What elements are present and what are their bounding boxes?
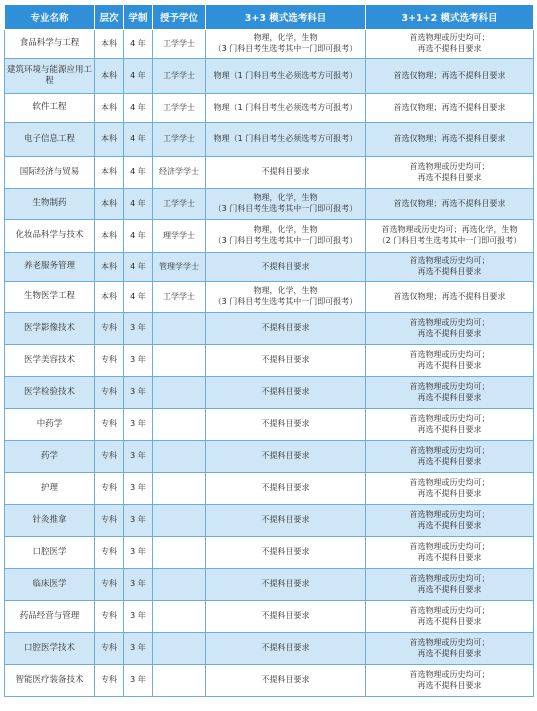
subject-requirement-line: 不提科目要求: [261, 419, 310, 429]
cell-degree: 工学学士: [153, 94, 206, 123]
cell-degree: [153, 377, 206, 409]
cell-3plus1plus2-subjects: [366, 94, 534, 123]
cell-major-name: 口腔医学技术: [5, 633, 95, 665]
cell-3plus3-subjects: [206, 59, 366, 94]
cell-degree: [153, 345, 206, 377]
subject-requirement-line: 不提科目要求: [261, 167, 310, 177]
subject-requirement-line: 不提科目要求: [261, 515, 310, 525]
subject-requirement-line: 再选不提科目要求: [417, 456, 482, 466]
table-row: [5, 313, 534, 345]
table-body: [5, 30, 534, 697]
cell-3plus3-subjects: [206, 282, 366, 313]
table-row: [5, 189, 534, 220]
table-row: [5, 537, 534, 569]
subject-requirement-line: 首选物理或历史均可；: [409, 413, 490, 423]
subject-requirement-line: 不提科目要求: [261, 483, 310, 493]
cell-3plus3-subjects: [206, 253, 366, 282]
table-row: [5, 345, 534, 377]
subject-requirement-line: 不提科目要求: [261, 451, 310, 461]
subject-requirement-line: 不提科目要求: [261, 547, 310, 557]
table-header-row: [5, 5, 534, 30]
table-row: [5, 633, 534, 665]
subject-requirement-line: 物理，化学，生物: [253, 33, 318, 43]
cell-level: 专科: [95, 505, 124, 537]
cell-3plus1plus2-subjects: [366, 157, 534, 189]
cell-degree: 工学学士: [153, 123, 206, 157]
cell-level: 专科: [95, 665, 124, 697]
cell-major-name: 化妆品科学与技术: [5, 220, 95, 253]
table-row: [5, 441, 534, 473]
cell-3plus1plus2-subjects: [366, 537, 534, 569]
cell-duration: 4 年: [124, 157, 153, 189]
table-row: [5, 409, 534, 441]
subject-requirement-line: （3 门科目考生选考其中一门即可报考）: [213, 204, 358, 213]
subject-requirement-line: 首选物理或历史均可；: [409, 541, 490, 551]
table-row: [5, 253, 534, 282]
subject-requirement-line: 再选不提科目要求: [417, 616, 482, 626]
subject-requirement-line: 首选物理或历史均可；再选化学，生物: [381, 225, 518, 235]
cell-duration: 4 年: [124, 282, 153, 313]
cell-3plus1plus2-subjects: [366, 505, 534, 537]
subject-requirement-line: 再选不提科目要求: [417, 360, 482, 370]
subject-requirement-line: 物理，化学，生物: [253, 286, 318, 296]
subject-requirement-line: 再选不提科目要求: [417, 488, 482, 498]
subject-requirement-line: 首选物理或历史均可；: [409, 161, 490, 171]
subject-requirement-line: 首选物理或历史均可；: [409, 669, 490, 679]
subject-requirement-line: （2 门科目考生选考其中一门即可报考）: [377, 236, 522, 245]
cell-level: 专科: [95, 569, 124, 601]
cell-3plus3-subjects: [206, 505, 366, 537]
cell-major-name: 口腔医学: [5, 537, 95, 569]
cell-duration: 3 年: [124, 377, 153, 409]
cell-3plus3-subjects: [206, 189, 366, 220]
cell-3plus1plus2-subjects: [366, 189, 534, 220]
cell-major-name: 智能医疗装备技术: [5, 665, 95, 697]
cell-3plus3-subjects: [206, 473, 366, 505]
cell-duration: 3 年: [124, 345, 153, 377]
cell-level: 专科: [95, 409, 124, 441]
header-3plus3-subjects: 3+3 模式选考科目: [206, 5, 366, 30]
cell-duration: 3 年: [124, 313, 153, 345]
cell-degree: [153, 473, 206, 505]
cell-3plus3-subjects: [206, 569, 366, 601]
header-3plus1plus2-subjects: 3+1+2 模式选考科目: [366, 5, 534, 30]
subject-requirement-line: 再选不提科目要求: [417, 680, 482, 690]
table-row: [5, 157, 534, 189]
cell-degree: 工学学士: [153, 189, 206, 220]
subject-requirement-line: 首选物理或历史均可；: [409, 637, 490, 647]
subject-requirement-line: 再选不提科目要求: [417, 392, 482, 402]
cell-level: 本科: [95, 123, 124, 157]
table-row: [5, 123, 534, 157]
cell-3plus1plus2-subjects: [366, 441, 534, 473]
cell-degree: [153, 665, 206, 697]
header-duration: 学制: [124, 5, 153, 30]
cell-level: 本科: [95, 253, 124, 282]
table-row: [5, 220, 534, 253]
subject-requirement-line: 再选不提科目要求: [417, 648, 482, 658]
table-row: [5, 59, 534, 94]
subject-requirement-line: （3 门科目考生选考其中一门即可报考）: [213, 44, 358, 53]
header-level: 层次: [95, 5, 124, 30]
cell-3plus3-subjects: [206, 94, 366, 123]
cell-duration: 3 年: [124, 473, 153, 505]
subject-requirement-line: 首选仅物理；再选不提科目要求: [393, 198, 506, 208]
majors-table-container: [4, 4, 533, 697]
cell-level: 本科: [95, 189, 124, 220]
subject-requirement-line: 首选物理或历史均可；: [409, 256, 490, 266]
cell-degree: 管理学学士: [153, 253, 206, 282]
cell-major-name: 中药学: [5, 409, 95, 441]
subject-requirement-line: （3 门科目考生选考其中一门即可报考）: [213, 297, 358, 306]
cell-major-name: 药品经营与管理: [5, 601, 95, 633]
cell-major-name: 电子信息工程: [5, 123, 95, 157]
cell-3plus3-subjects: [206, 313, 366, 345]
cell-degree: [153, 569, 206, 601]
cell-level: 本科: [95, 59, 124, 94]
cell-3plus1plus2-subjects: [366, 313, 534, 345]
table-row: [5, 601, 534, 633]
cell-3plus1plus2-subjects: [366, 123, 534, 157]
cell-3plus1plus2-subjects: [366, 59, 534, 94]
cell-degree: [153, 313, 206, 345]
cell-level: 本科: [95, 157, 124, 189]
cell-duration: 3 年: [124, 537, 153, 569]
subject-requirement-line: 再选不提科目要求: [417, 520, 482, 530]
table-row: [5, 569, 534, 601]
cell-3plus3-subjects: [206, 441, 366, 473]
cell-3plus3-subjects: [206, 30, 366, 59]
subject-requirement-line: 首选仅物理；再选不提科目要求: [393, 70, 506, 80]
cell-level: 专科: [95, 441, 124, 473]
cell-duration: 4 年: [124, 189, 153, 220]
subject-requirement-line: 首选仅物理；再选不提科目要求: [393, 102, 506, 112]
subject-requirement-line: 首选物理或历史均可；: [409, 317, 490, 327]
cell-3plus1plus2-subjects: [366, 601, 534, 633]
cell-duration: 4 年: [124, 123, 153, 157]
cell-duration: 3 年: [124, 505, 153, 537]
table-row: [5, 377, 534, 409]
cell-major-name: 生物医学工程: [5, 282, 95, 313]
cell-3plus3-subjects: [206, 123, 366, 157]
table-row: [5, 282, 534, 313]
cell-3plus3-subjects: [206, 601, 366, 633]
cell-3plus1plus2-subjects: [366, 473, 534, 505]
subject-requirement-line: 首选仅物理；再选不提科目要求: [393, 291, 506, 301]
cell-degree: 工学学士: [153, 282, 206, 313]
cell-duration: 3 年: [124, 633, 153, 665]
cell-3plus3-subjects: [206, 377, 366, 409]
header-major-name: 专业名称: [5, 5, 95, 30]
cell-level: 本科: [95, 220, 124, 253]
cell-duration: 4 年: [124, 30, 153, 59]
cell-major-name: 医学影像技术: [5, 313, 95, 345]
cell-duration: 4 年: [124, 220, 153, 253]
cell-3plus3-subjects: [206, 633, 366, 665]
cell-3plus3-subjects: [206, 409, 366, 441]
table-row: [5, 30, 534, 59]
cell-major-name: 药学: [5, 441, 95, 473]
cell-level: 本科: [95, 282, 124, 313]
subject-requirement-line: 再选不提科目要求: [417, 44, 482, 53]
table-row: [5, 94, 534, 123]
cell-3plus1plus2-subjects: [366, 282, 534, 313]
cell-level: 专科: [95, 313, 124, 345]
subject-requirement-line: 不提科目要求: [261, 611, 310, 621]
cell-major-name: 临床医学: [5, 569, 95, 601]
subject-requirement-line: 首选仅物理；再选不提科目要求: [393, 134, 506, 144]
cell-major-name: 医学美容技术: [5, 345, 95, 377]
cell-degree: 工学学士: [153, 59, 206, 94]
cell-degree: 理学学士: [153, 220, 206, 253]
cell-major-name: 医学检验技术: [5, 377, 95, 409]
subject-requirement-line: 不提科目要求: [261, 355, 310, 365]
cell-duration: 3 年: [124, 441, 153, 473]
subject-requirement-line: 不提科目要求: [261, 261, 310, 271]
cell-3plus1plus2-subjects: [366, 665, 534, 697]
cell-degree: [153, 505, 206, 537]
subject-requirement-line: 再选不提科目要求: [417, 584, 482, 594]
cell-degree: [153, 633, 206, 665]
cell-level: 专科: [95, 345, 124, 377]
subject-requirement-line: 首选物理或历史均可；: [409, 605, 490, 615]
cell-3plus1plus2-subjects: [366, 409, 534, 441]
cell-level: 专科: [95, 377, 124, 409]
table-row: [5, 473, 534, 505]
cell-level: 本科: [95, 30, 124, 59]
cell-degree: [153, 537, 206, 569]
cell-3plus1plus2-subjects: [366, 633, 534, 665]
header-degree: 授予学位: [153, 5, 206, 30]
cell-duration: 3 年: [124, 409, 153, 441]
cell-level: 专科: [95, 601, 124, 633]
subject-requirement-line: 首选物理或历史均可；: [409, 445, 490, 455]
subject-requirement-line: 首选物理或历史均可；: [409, 33, 490, 43]
cell-duration: 3 年: [124, 569, 153, 601]
cell-major-name: 食品科学与工程: [5, 30, 95, 59]
subject-requirement-line: 不提科目要求: [261, 675, 310, 685]
subject-requirement-line: 再选不提科目要求: [417, 172, 482, 182]
subject-requirement-line: 不提科目要求: [261, 323, 310, 333]
cell-major-name: 生物制药: [5, 189, 95, 220]
majors-table: [4, 4, 534, 697]
cell-3plus3-subjects: [206, 345, 366, 377]
cell-degree: [153, 441, 206, 473]
cell-level: 专科: [95, 537, 124, 569]
subject-requirement-line: 物理（1 门科目考生必须选考方可报考）: [213, 102, 358, 112]
table-row: [5, 665, 534, 697]
cell-duration: 4 年: [124, 94, 153, 123]
cell-degree: [153, 601, 206, 633]
cell-3plus3-subjects: [206, 157, 366, 189]
cell-3plus3-subjects: [206, 665, 366, 697]
cell-3plus1plus2-subjects: [366, 220, 534, 253]
cell-level: 专科: [95, 473, 124, 505]
cell-level: 本科: [95, 94, 124, 123]
subject-requirement-line: 再选不提科目要求: [417, 267, 482, 276]
cell-3plus3-subjects: [206, 220, 366, 253]
cell-3plus1plus2-subjects: [366, 30, 534, 59]
subject-requirement-line: 首选物理或历史均可；: [409, 573, 490, 583]
cell-degree: 工学学士: [153, 30, 206, 59]
subject-requirement-line: 物理，化学，生物: [253, 225, 318, 235]
cell-duration: 3 年: [124, 665, 153, 697]
cell-3plus1plus2-subjects: [366, 569, 534, 601]
cell-3plus1plus2-subjects: [366, 345, 534, 377]
subject-requirement-line: 首选物理或历史均可；: [409, 349, 490, 359]
subject-requirement-line: 物理，化学，生物: [253, 193, 318, 203]
cell-major-name: 软件工程: [5, 94, 95, 123]
cell-major-name: 针灸推拿: [5, 505, 95, 537]
cell-duration: 3 年: [124, 601, 153, 633]
cell-3plus1plus2-subjects: [366, 253, 534, 282]
cell-degree: 经济学学士: [153, 157, 206, 189]
cell-major-name: 养老服务管理: [5, 253, 95, 282]
cell-3plus3-subjects: [206, 537, 366, 569]
cell-duration: 4 年: [124, 253, 153, 282]
cell-major-name: 建筑环境与能源应用工程: [5, 59, 95, 94]
subject-requirement-line: 再选不提科目要求: [417, 552, 482, 562]
cell-duration: 4 年: [124, 59, 153, 94]
subject-requirement-line: 物理（1 门科目考生必须选考方可报考）: [213, 134, 358, 144]
subject-requirement-line: 再选不提科目要求: [417, 328, 482, 338]
subject-requirement-line: 再选不提科目要求: [417, 424, 482, 434]
cell-major-name: 国际经济与贸易: [5, 157, 95, 189]
table-row: [5, 505, 534, 537]
cell-major-name: 护理: [5, 473, 95, 505]
cell-degree: [153, 409, 206, 441]
cell-3plus1plus2-subjects: [366, 377, 534, 409]
subject-requirement-line: 不提科目要求: [261, 387, 310, 397]
subject-requirement-line: 不提科目要求: [261, 579, 310, 589]
subject-requirement-line: 首选物理或历史均可；: [409, 509, 490, 519]
cell-level: 专科: [95, 633, 124, 665]
subject-requirement-line: 不提科目要求: [261, 643, 310, 653]
subject-requirement-line: 物理（1 门科目考生必须选考方可报考）: [213, 70, 358, 80]
subject-requirement-line: 首选物理或历史均可；: [409, 477, 490, 487]
subject-requirement-line: 首选物理或历史均可；: [409, 381, 490, 391]
subject-requirement-line: （3 门科目考生选考其中一门即可报考）: [213, 236, 358, 245]
